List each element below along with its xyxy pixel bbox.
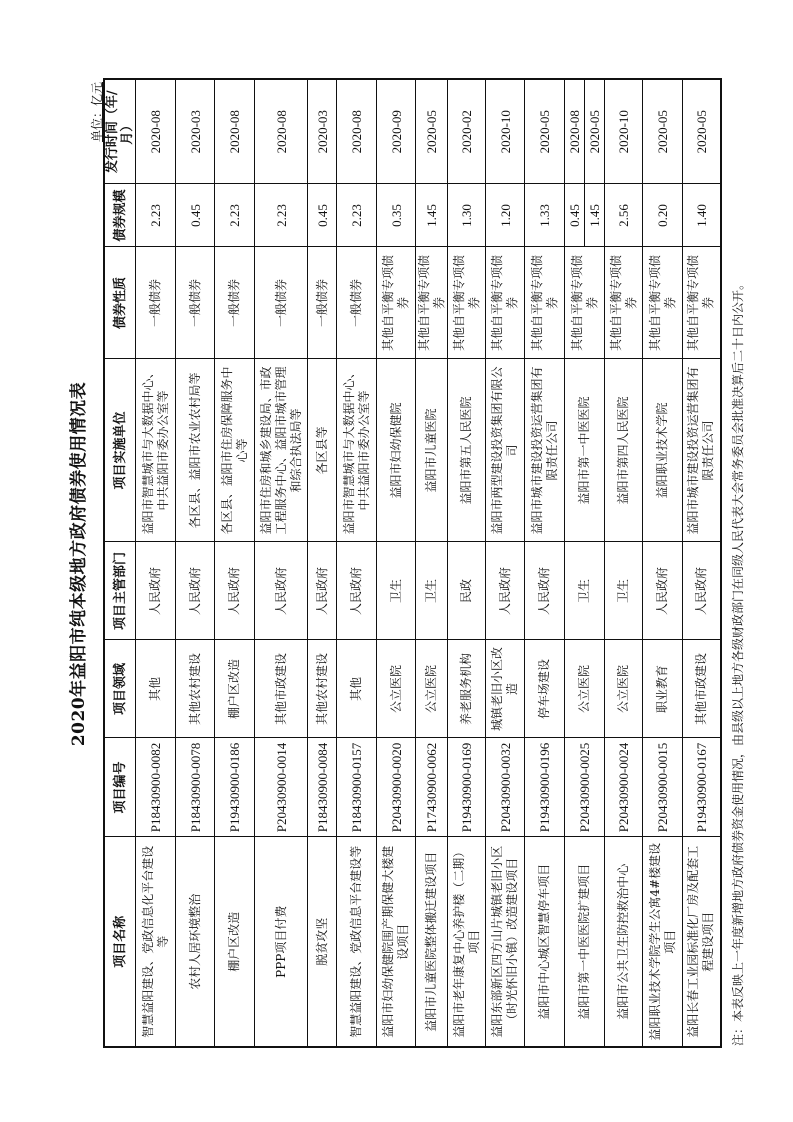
cell-date: 2020-05 <box>643 79 683 184</box>
cell-scale: 1.20 <box>486 184 525 247</box>
cell-field: 其他农村建设 <box>176 640 215 738</box>
cell-field: 公立医院 <box>377 640 416 738</box>
cell-unit: 益阳市第四人民医院 <box>605 359 643 542</box>
cell-dept: 卫生 <box>605 542 643 640</box>
cell-dept: 人民政府 <box>176 542 215 640</box>
table-row <box>215 79 255 1047</box>
cell-code: P17430900-0062 <box>416 738 448 837</box>
cell-name: 益阳市老年康复中心养护楼（二期）项目 <box>448 837 486 1047</box>
cell-scale: 0.45 <box>565 184 585 247</box>
cell-nature: 其他自平衡专项债券 <box>605 247 643 359</box>
cell-field: 其他 <box>136 640 176 738</box>
cell-date: 2020-10 <box>605 79 643 184</box>
cell-unit: 益阳市智慧城市与大数据中心、中共益阳市委办公室等 <box>136 359 176 542</box>
cell-scale: 0.45 <box>308 184 337 247</box>
unit-label: 单位：亿元 <box>90 82 104 143</box>
cell-dept: 人民政府 <box>308 542 337 640</box>
cell-scale: 0.20 <box>643 184 683 247</box>
cell-field: 城镇老旧小区改造 <box>486 640 525 738</box>
header-field: 项目领域 <box>104 640 136 738</box>
header-code: 项目编号 <box>104 738 136 837</box>
cell-dept: 卫生 <box>416 542 448 640</box>
cell-name: 智慧益阳建设、党政信息平台建设等 <box>337 837 377 1047</box>
cell-field: 其他农村建设 <box>308 640 337 738</box>
cell-field: 职业教育 <box>643 640 683 738</box>
cell-date: 2020-08 <box>136 79 176 184</box>
cell-dept: 人民政府 <box>136 542 176 640</box>
cell-dept: 卫生 <box>377 542 416 640</box>
cell-dept: 人民政府 <box>643 542 683 640</box>
cell-scale: 2.23 <box>255 184 308 247</box>
header-date: 发行时间（年/月） <box>104 79 136 184</box>
cell-field: 其他市政建设 <box>255 640 308 738</box>
cell-date: 2020-08 <box>255 79 308 184</box>
cell-unit: 益阳市城市建设投资运营集团有限责任公司 <box>525 359 565 542</box>
cell-field: 停车场建设 <box>525 640 565 738</box>
cell-date: 2020-08 <box>565 79 585 184</box>
cell-dept: 人民政府 <box>525 542 565 640</box>
header-name: 项目名称 <box>104 837 136 1047</box>
cell-name: 智慧益阳建设、党政信息化平台建设等 <box>136 837 176 1047</box>
cell-nature: 一般债券 <box>136 247 176 359</box>
cell-name: 益阳市儿童医院整体搬迁建设项目 <box>416 837 448 1047</box>
cell-date: 2020-08 <box>337 79 377 184</box>
cell-date: 2020-03 <box>176 79 215 184</box>
footnote: 注：本表反映上一年度新增地方政府债券资金使用情况，由县级以上地方各级财政部门在同级人民代表大会常务委员会批准决算后二十日内公开。 <box>731 277 745 1046</box>
cell-name: 益阳职业技术学院学生公寓4#楼建设项目 <box>643 837 683 1047</box>
cell-scale: 1.30 <box>448 184 486 247</box>
header-scale: 债券规模 <box>104 184 136 247</box>
cell-field: 棚户区改造 <box>215 640 255 738</box>
cell-field: 公立医院 <box>416 640 448 738</box>
cell-unit: 益阳市妇幼保健院 <box>377 359 416 542</box>
cell-dept: 卫生 <box>565 542 605 640</box>
table-row <box>337 79 377 1047</box>
header-nature: 债券性质 <box>104 247 136 359</box>
cell-name: 益阳市妇幼保健院围产期保健大楼建设项目 <box>377 837 416 1047</box>
cell-nature: 一般债券 <box>337 247 377 359</box>
cell-date: 2020-05 <box>416 79 448 184</box>
cell-scale: 2.56 <box>605 184 643 247</box>
cell-date: 2020-03 <box>308 79 337 184</box>
cell-nature: 一般债券 <box>176 247 215 359</box>
cell-name: 棚户区改造 <box>215 837 255 1047</box>
cell-scale: 2.23 <box>136 184 176 247</box>
cell-nature: 一般债券 <box>215 247 255 359</box>
cell-unit: 各区县、益阳市农业农村局等 <box>176 359 215 542</box>
cell-nature: 其他自平衡专项债券 <box>525 247 565 359</box>
table-row <box>683 79 721 1047</box>
cell-unit: 益阳市第五人民医院 <box>448 359 486 542</box>
cell-scale: 0.45 <box>176 184 215 247</box>
table-row <box>565 79 585 1047</box>
table-row <box>525 79 565 1047</box>
cell-unit: 益阳市儿童医院 <box>416 359 448 542</box>
cell-unit: 益阳市两型建设投资集团有限公司 <box>486 359 525 542</box>
cell-nature: 其他自平衡专项债券 <box>377 247 416 359</box>
table-header-row <box>104 79 136 1047</box>
cell-unit: 益阳市智慧城市与大数据中心、中共益阳市委办公室等 <box>337 359 377 542</box>
cell-code: P18430900-0078 <box>176 738 215 837</box>
header-dept: 项目主管部门 <box>104 542 136 640</box>
cell-name: PPP项目付费 <box>255 837 308 1047</box>
cell-date: 2020-05 <box>683 79 721 184</box>
cell-date: 2020-10 <box>486 79 525 184</box>
cell-scale: 2.23 <box>337 184 377 247</box>
table-row <box>486 79 525 1047</box>
cell-name: 益阳市公共卫生防控救治中心 <box>605 837 643 1047</box>
cell-code: P20430900-0015 <box>643 738 683 837</box>
table-row <box>308 79 337 1047</box>
cell-field: 公立医院 <box>565 640 605 738</box>
table-row <box>416 79 448 1047</box>
cell-name: 益阳东部新区四方山片城镇老旧小区（时光怀旧小镇）改造建设项目 <box>486 837 525 1047</box>
cell-unit: 益阳市城市建设投资运营集团有限责任公司 <box>683 359 721 542</box>
cell-dept: 人民政府 <box>215 542 255 640</box>
cell-nature: 一般债券 <box>255 247 308 359</box>
table-row <box>136 79 176 1047</box>
cell-field: 其他 <box>337 640 377 738</box>
cell-dept: 人民政府 <box>255 542 308 640</box>
cell-unit: 各区县、益阳市住房保障服务中心等 <box>215 359 255 542</box>
cell-code: P18430900-0084 <box>308 738 337 837</box>
table-row <box>643 79 683 1047</box>
cell-field: 公立医院 <box>605 640 643 738</box>
cell-code: P20430900-0032 <box>486 738 525 837</box>
table-row <box>176 79 215 1047</box>
cell-unit: 各区县等 <box>308 359 337 542</box>
cell-code: P20430900-0014 <box>255 738 308 837</box>
cell-name: 益阳市第一中医医院扩建项目 <box>565 837 605 1047</box>
cell-scale: 2.23 <box>215 184 255 247</box>
cell-nature: 其他自平衡专项债券 <box>448 247 486 359</box>
cell-field: 其他市政建设 <box>683 640 721 738</box>
cell-dept: 人民政府 <box>486 542 525 640</box>
cell-nature: 其他自平衡专项债券 <box>683 247 721 359</box>
cell-dept: 人民政府 <box>337 542 377 640</box>
cell-nature: 其他自平衡专项债券 <box>486 247 525 359</box>
bond-usage-table <box>103 78 722 1048</box>
cell-name: 益阳长春工业园标准化厂房及配套工程建设项目 <box>683 837 721 1047</box>
table-row <box>255 79 308 1047</box>
cell-date: 2020-05 <box>585 79 605 184</box>
cell-code: P19430900-0186 <box>215 738 255 837</box>
cell-date: 2020-02 <box>448 79 486 184</box>
table-row <box>605 79 643 1047</box>
cell-code: P20430900-0020 <box>377 738 416 837</box>
cell-unit: 益阳市第一中医医院 <box>565 359 605 542</box>
cell-date: 2020-05 <box>525 79 565 184</box>
cell-name: 益阳市中心城区智慧停车项目 <box>525 837 565 1047</box>
cell-nature: 其他自平衡专项债券 <box>565 247 605 359</box>
header-unit: 项目实施单位 <box>104 359 136 542</box>
cell-unit: 益阳职业技术学院 <box>643 359 683 542</box>
cell-scale: 1.45 <box>416 184 448 247</box>
cell-code: P20430900-0025 <box>565 738 605 837</box>
cell-code: P19430900-0196 <box>525 738 565 837</box>
cell-name: 脱贫攻坚 <box>308 837 337 1047</box>
cell-name: 农村人居环境整治 <box>176 837 215 1047</box>
cell-code: P18430900-0082 <box>136 738 176 837</box>
cell-code: P19430900-0169 <box>448 738 486 837</box>
cell-code: P19430900-0167 <box>683 738 721 837</box>
table-row <box>448 79 486 1047</box>
cell-dept: 人民政府 <box>683 542 721 640</box>
page-title: 2020年益阳市纯本级地方政府债券使用情况表 <box>69 381 89 747</box>
cell-field: 养老服务机构 <box>448 640 486 738</box>
cell-date: 2020-09 <box>377 79 416 184</box>
cell-nature: 其他自平衡专项债券 <box>643 247 683 359</box>
cell-nature: 其他自平衡专项债券 <box>416 247 448 359</box>
table-row <box>377 79 416 1047</box>
cell-code: P20430900-0024 <box>605 738 643 837</box>
cell-date: 2020-08 <box>215 79 255 184</box>
cell-code: P18430900-0157 <box>337 738 377 837</box>
cell-scale: 1.33 <box>525 184 565 247</box>
cell-nature: 一般债券 <box>308 247 337 359</box>
cell-scale: 0.35 <box>377 184 416 247</box>
cell-dept: 民政 <box>448 542 486 640</box>
cell-scale: 1.40 <box>683 184 721 247</box>
cell-unit: 益阳市住房和城乡建设局、市政工程服务中心、益阳市城市管理和综合执法局等 <box>255 359 308 542</box>
cell-scale: 1.45 <box>585 184 605 247</box>
